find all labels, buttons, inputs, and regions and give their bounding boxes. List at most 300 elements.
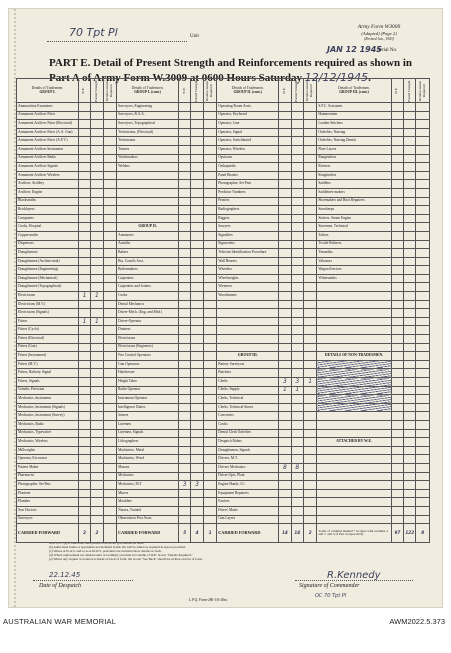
despatch-line	[33, 580, 133, 581]
reinforcement-value	[303, 515, 317, 524]
we-value	[78, 274, 90, 283]
reinforcement-value	[203, 188, 217, 197]
reinforcement-value	[303, 111, 317, 120]
trade-name: Textile Refiners	[317, 240, 391, 249]
we-value	[279, 163, 291, 172]
reinforcement-value	[416, 506, 430, 515]
reinforcement-value	[203, 197, 217, 206]
trade-name: Wagon Erectors	[317, 266, 391, 275]
trade-name: Armament Artificer Fitter (Electrical)	[17, 120, 79, 129]
trade-name: Technicians, (Electrical)	[117, 128, 179, 137]
trade-name	[217, 300, 279, 309]
reinforcement-value	[416, 403, 430, 412]
we-value	[179, 214, 191, 223]
posted-value: 1	[291, 386, 303, 395]
posted-value	[291, 506, 303, 515]
posted-value	[91, 257, 103, 266]
trade-name: Draughtsmen	[17, 249, 79, 258]
posted-value	[404, 412, 416, 421]
posted-value	[191, 197, 203, 206]
archive-reference: AWM2022.5.373	[389, 617, 445, 626]
table-row	[17, 154, 430, 163]
reinforcement-value	[203, 515, 217, 524]
trade-name: Draughtsmen, Signals	[217, 446, 279, 455]
reinforcement-value	[203, 438, 217, 447]
reinforcement-value	[103, 335, 117, 344]
we-value	[78, 343, 90, 352]
table-row	[17, 420, 430, 429]
col-rein-2: Reinforcement Required	[203, 79, 217, 103]
posted-value	[191, 515, 203, 524]
posted-value	[404, 292, 416, 301]
we-value	[78, 137, 90, 146]
posted-value	[91, 506, 103, 515]
we-value	[179, 103, 191, 112]
we-value	[78, 197, 90, 206]
table-row	[17, 378, 430, 387]
reinforcement-value	[103, 412, 117, 421]
reinforcement-value	[103, 249, 117, 258]
tradesmen-table	[16, 78, 430, 543]
trade-name: Tinsmiths	[317, 249, 391, 258]
we-value	[279, 438, 291, 447]
table-row	[17, 395, 430, 404]
table-row	[17, 343, 430, 352]
we-value	[279, 249, 291, 258]
posted-value	[91, 214, 103, 223]
trade-name: Cooks, Hospital	[17, 223, 79, 232]
reinforcement-value	[303, 188, 317, 197]
serial-date: JAN 12 1945	[327, 45, 382, 54]
we-value	[78, 498, 90, 507]
posted-value	[191, 223, 203, 232]
posted-value	[291, 403, 303, 412]
trade-name: Riveters	[317, 163, 391, 172]
trade-name: Armament Artificer Fitter (A.A. Gun)	[17, 128, 79, 137]
signature-label: Signature of Commander	[299, 583, 360, 589]
table-row	[17, 231, 430, 240]
trade-name: Observation Post Assts.	[117, 515, 179, 524]
posted-value	[91, 103, 103, 112]
posted-value	[91, 180, 103, 189]
table-row	[17, 240, 430, 249]
trade-name	[217, 343, 279, 352]
trade-name	[317, 300, 391, 309]
trade-name: Mechanics, M.T.	[117, 481, 179, 490]
totals-note: Totals of columns marked * in agree with columns 4 and 7, and 3 of Part 4 respectively	[317, 524, 391, 543]
we-value	[391, 463, 403, 472]
posted-value	[291, 326, 303, 335]
posted-value	[404, 515, 416, 524]
trade-name: Saddlers	[317, 180, 391, 189]
trade-name: Fitters (M.V.)	[17, 360, 79, 369]
we-value: 1	[78, 292, 90, 301]
we-value	[179, 455, 191, 464]
posted-value	[91, 223, 103, 232]
posted-value	[291, 231, 303, 240]
reinforcement-value	[103, 300, 117, 309]
reinforcement-value	[103, 266, 117, 275]
posted-value	[404, 463, 416, 472]
reinforcement-value	[103, 438, 117, 447]
posted-value	[404, 309, 416, 318]
reinforcement-value	[303, 498, 317, 507]
we-value	[279, 274, 291, 283]
posted-value	[404, 360, 416, 369]
we-value	[279, 223, 291, 232]
we-value	[279, 446, 291, 455]
trade-name: Height Taker	[117, 378, 179, 387]
reinforcement-value	[103, 317, 117, 326]
posted-value	[91, 395, 103, 404]
posted-value	[191, 171, 203, 180]
we-value	[279, 420, 291, 429]
posted-value	[404, 188, 416, 197]
reinforcement-value	[103, 103, 117, 112]
we-value	[78, 171, 90, 180]
reinforcement-value	[416, 120, 430, 129]
we-value	[179, 438, 191, 447]
we-value	[391, 274, 403, 283]
col-posted-1: Posted Strength	[91, 79, 103, 103]
trade-name	[317, 481, 391, 490]
we-value	[78, 481, 90, 490]
we-value	[279, 412, 291, 421]
col-details-1: Details of Tradesmen. GROUP I.	[17, 79, 79, 103]
trade-name: Armament Artificer Instrument	[17, 145, 79, 154]
trade-name	[117, 180, 179, 189]
trade-name: Fitters (Cyclo)	[17, 326, 79, 335]
reinforcement-value	[416, 429, 430, 438]
posted-value	[91, 171, 103, 180]
we-value	[78, 472, 90, 481]
we-value	[78, 429, 90, 438]
we-value	[391, 154, 403, 163]
table-row	[17, 489, 430, 498]
reinforcement-value	[303, 300, 317, 309]
posted-value	[91, 438, 103, 447]
reinforcement-value	[303, 257, 317, 266]
posted-value	[404, 352, 416, 361]
posted-value	[404, 154, 416, 163]
table-row	[17, 249, 430, 258]
trade-name: Linemen, Signals	[117, 429, 179, 438]
posted-value	[91, 335, 103, 344]
table-row	[17, 498, 430, 507]
we-value	[179, 128, 191, 137]
we-value	[279, 515, 291, 524]
we-value	[279, 326, 291, 335]
reinforcement-value	[416, 386, 430, 395]
posted-value	[91, 412, 103, 421]
reinforcement-value	[203, 103, 217, 112]
reinforcement-value	[203, 214, 217, 223]
reinforcement-value	[203, 163, 217, 172]
trade-name	[317, 420, 391, 429]
we-value	[391, 352, 403, 361]
we-value	[179, 386, 191, 395]
trade-name: Carpenters	[117, 274, 179, 283]
posted-value	[404, 120, 416, 129]
trade-name: Mechanics, Instrument (Survey)	[17, 412, 79, 421]
reinforcement-value	[303, 412, 317, 421]
we-value	[279, 395, 291, 404]
we-value	[179, 489, 191, 498]
carry-3-we: 14	[279, 524, 291, 543]
trade-name: Electricians (Signals)	[17, 309, 79, 318]
we-value	[179, 309, 191, 318]
posted-value	[291, 249, 303, 258]
commander-signature: R.Kennedy	[327, 570, 381, 581]
we-value	[179, 206, 191, 215]
reinforcement-value	[416, 438, 430, 447]
we-value	[391, 120, 403, 129]
posted-value	[404, 231, 416, 240]
posted-value	[404, 498, 416, 507]
posted-value: 1	[91, 317, 103, 326]
reinforcement-value	[303, 206, 317, 215]
we-value	[279, 197, 291, 206]
posted-value	[404, 111, 416, 120]
reinforcement-value	[303, 472, 317, 481]
trade-name: Leather Stitchers	[317, 120, 391, 129]
we-value	[391, 446, 403, 455]
trade-name: Pattern Maker	[17, 463, 79, 472]
reinforcement-value	[203, 300, 217, 309]
posted-value	[91, 309, 103, 318]
trade-name: Boilermakers	[117, 266, 179, 275]
table-row	[17, 369, 430, 378]
trade-name: Battery Surveyors	[217, 360, 279, 369]
trade-name: Concreters	[217, 412, 279, 421]
table-row	[17, 317, 430, 326]
trade-name: Draughtsmen (Topographical)	[17, 283, 79, 292]
trade-name	[317, 412, 391, 421]
we-value	[179, 257, 191, 266]
we-value	[279, 455, 291, 464]
reinforcement-value	[103, 145, 117, 154]
trade-name	[317, 283, 391, 292]
posted-value	[191, 154, 203, 163]
reinforcement-value	[416, 378, 430, 387]
reinforcement-value	[416, 420, 430, 429]
trade-name: Bakers	[117, 249, 179, 258]
we-value	[179, 240, 191, 249]
we-value	[179, 145, 191, 154]
posted-value	[404, 446, 416, 455]
we-value	[179, 120, 191, 129]
we-value	[179, 283, 191, 292]
part-e-title-line1: PART E. Detail of Present Strength and Reinforcements required as shown in	[49, 57, 413, 69]
reinforcement-value	[303, 231, 317, 240]
we-value	[391, 214, 403, 223]
posted-value	[91, 283, 103, 292]
trade-name: Instrument Operator	[117, 395, 179, 404]
posted-value	[191, 137, 203, 146]
trade-name: S.P.C. Assistants	[317, 103, 391, 112]
table-row	[17, 103, 430, 112]
we-value	[391, 111, 403, 120]
reinforcement-value: 1	[303, 378, 317, 387]
col-posted-3: Posted Strength	[291, 79, 303, 103]
note-line: (b) Authorised trades or specialists not included in this list will be added as required in spaces provided.	[49, 545, 186, 549]
trade-name	[317, 386, 391, 395]
trade-name: Panel Beaters	[217, 171, 279, 180]
posted-value	[291, 300, 303, 309]
table-row	[17, 412, 430, 421]
table-row	[17, 145, 430, 154]
trade-name	[317, 343, 391, 352]
trade-name: Rangetakers	[317, 154, 391, 163]
carry-2-rein: 1	[203, 524, 217, 543]
table-row	[17, 403, 430, 412]
posted-value	[191, 292, 203, 301]
trade-name: Asmiths	[117, 240, 179, 249]
trade-name: Armament Artificer Radio	[17, 154, 79, 163]
reinforcement-value	[203, 180, 217, 189]
trade-name: Riggers	[217, 214, 279, 223]
we-value	[391, 231, 403, 240]
trade-name: Joiners	[117, 412, 179, 421]
reinforcement-value	[416, 300, 430, 309]
trade-name: Whitesmiths	[317, 274, 391, 283]
we-value	[279, 369, 291, 378]
reinforcement-value	[416, 197, 430, 206]
posted-value	[291, 317, 303, 326]
we-value	[78, 403, 90, 412]
trade-name	[117, 214, 179, 223]
reinforcement-value	[103, 463, 117, 472]
we-value	[279, 180, 291, 189]
posted-value	[191, 206, 203, 215]
we-value	[179, 163, 191, 172]
reinforcement-value	[203, 455, 217, 464]
reinforcement-value	[103, 343, 117, 352]
trade-name: Photographer, Set Pnts	[17, 481, 79, 490]
posted-value	[91, 352, 103, 361]
reinforcement-value	[203, 171, 217, 180]
we-value	[391, 326, 403, 335]
posted-value	[191, 455, 203, 464]
we-value	[391, 223, 403, 232]
we-value	[78, 128, 90, 137]
posted-value	[91, 455, 103, 464]
we-value	[179, 515, 191, 524]
posted-value	[291, 420, 303, 429]
trade-name: Opticians	[217, 154, 279, 163]
table-row	[17, 223, 430, 232]
trade-name	[217, 335, 279, 344]
trade-name: Mechanics	[117, 472, 179, 481]
we-value	[78, 463, 90, 472]
posted-value	[191, 274, 203, 283]
carry-2-posted: 4	[191, 524, 203, 543]
we-value	[391, 489, 403, 498]
posted-value	[404, 455, 416, 464]
reinforcement-value	[203, 352, 217, 361]
we-value	[279, 257, 291, 266]
trade-name: Surveyors	[17, 515, 79, 524]
printer-imprint: L.P.Q. Form-286-1/6-28m.	[189, 598, 228, 602]
trade-name: Operator, Line	[217, 120, 279, 129]
posted-value	[291, 180, 303, 189]
posted-value	[291, 360, 303, 369]
we-value	[78, 257, 90, 266]
reinforcement-value	[416, 240, 430, 249]
table-row	[17, 197, 430, 206]
we-value	[279, 120, 291, 129]
posted-value	[191, 214, 203, 223]
table-row	[17, 128, 430, 137]
carry-1-rein	[103, 524, 117, 543]
table-row	[17, 326, 430, 335]
trade-name: Machinists, Metal	[117, 446, 179, 455]
trade-name: Clerks, Technical	[217, 395, 279, 404]
trade-name: Plasterer	[17, 489, 79, 498]
reinforcement-value	[303, 180, 317, 189]
posted-value: 3	[191, 481, 203, 490]
we-value	[179, 360, 191, 369]
reinforcement-value	[416, 257, 430, 266]
posted-value	[291, 292, 303, 301]
carry-1-we: 2	[78, 524, 90, 543]
we-value	[179, 429, 191, 438]
reinforcement-value	[103, 214, 117, 223]
posted-value	[91, 446, 103, 455]
reinforcement-value	[416, 180, 430, 189]
posted-value	[191, 309, 203, 318]
trade-name: Fitters (Electrical)	[17, 335, 79, 344]
carry-2-we: 5	[179, 524, 191, 543]
we-value	[78, 438, 90, 447]
reinforcement-value	[303, 386, 317, 395]
table-row	[17, 455, 430, 464]
posted-value	[404, 180, 416, 189]
trade-name: Wall Bearers	[217, 257, 279, 266]
reinforcement-value	[416, 274, 430, 283]
title-suffix: .	[368, 72, 371, 84]
carry-label-3: CARRIED FORWARD	[217, 524, 279, 543]
posted-value	[291, 412, 303, 421]
trade-name: Sawyers	[217, 223, 279, 232]
reinforcement-value	[416, 446, 430, 455]
posted-value	[291, 498, 303, 507]
trade-name: Machinists, Wood	[117, 455, 179, 464]
trade-name: Pharmacist	[17, 472, 79, 481]
trade-name: Woodturners	[217, 292, 279, 301]
posted-value	[404, 206, 416, 215]
trade-name: Storekeeps	[317, 206, 391, 215]
carry-3-rein: 2	[303, 524, 317, 543]
posted-value	[404, 489, 416, 498]
table-row	[17, 309, 430, 318]
posted-value	[404, 240, 416, 249]
we-value	[279, 171, 291, 180]
we-value	[179, 352, 191, 361]
posted-value	[404, 481, 416, 490]
table-row	[17, 352, 430, 361]
posted-value	[404, 249, 416, 258]
reinforcement-value	[203, 145, 217, 154]
trade-name: Ammunition Examiners	[17, 103, 79, 112]
reinforcement-value	[416, 369, 430, 378]
trade-name	[317, 515, 391, 524]
reinforcement-value	[103, 446, 117, 455]
trade-name: Dental Mechanics	[117, 300, 179, 309]
trade-name: Printers	[217, 197, 279, 206]
we-value	[391, 360, 403, 369]
trade-name: Armament Artificer Fitter (A.F.V.)	[17, 137, 79, 146]
